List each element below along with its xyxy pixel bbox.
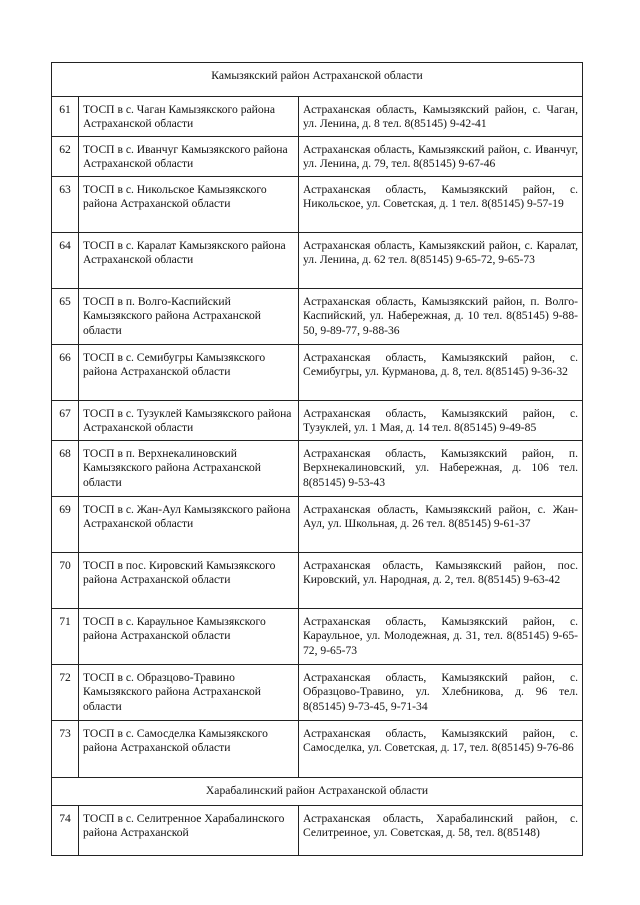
row-number: 74 (52, 806, 79, 856)
table-row (52, 806, 583, 856)
office-address: Астраханская область, Камызякский район, с. Никольское, ул. Советская, д. 1 тел. 8(85145) 9-57-19 (299, 177, 583, 233)
office-name: ТОСП в с. Семибугры Камызякского района Астраханской области (79, 345, 299, 401)
table-row (52, 177, 583, 233)
table-row (52, 233, 583, 289)
office-address: Астраханская область, Камызякский район, с. Жан-Аул, ул. Школьная, д. 26 тел. 8(85145) 9-61-37 (299, 497, 583, 553)
row-number: 66 (52, 345, 79, 401)
row-number: 69 (52, 497, 79, 553)
office-name: ТОСП в с. Тузуклей Камызякского района Астраханской области (79, 401, 299, 441)
office-address: Астраханская область, Камызякский район, с. Самосделка, ул. Советская, д. 17, тел. 8(85145) 9-76-86 (299, 721, 583, 778)
office-address: Астраханская область, Камызякский район, с. Караульное, ул. Молодежная, д. 31, тел. 8(85145) 9-65-72, 9-65-73 (299, 609, 583, 665)
table-row (52, 721, 583, 778)
offices-table-body (52, 63, 583, 856)
row-number: 64 (52, 233, 79, 289)
office-address: Астраханская область, Харабалинский район, с. Селитреиное, ул. Советская, д. 58, тел. 8(85148) (299, 806, 583, 856)
office-address: Астраханская область, Камызякский район, п. Верхнекалиновский, ул. Набережная, д. 106 тел. 8(85145) 9-53-43 (299, 441, 583, 497)
office-name: ТОСП в с. Селитренное Харабалинского района Астраханской (79, 806, 299, 856)
table-row (52, 609, 583, 665)
table-row (52, 553, 583, 609)
row-number: 63 (52, 177, 79, 233)
table-row (52, 665, 583, 721)
office-address: Астраханская область, Камызякский район, с. Каралат, ул. Ленина, д. 62 тел. 8(85145) 9-65-72, 9-65-73 (299, 233, 583, 289)
office-address: Астраханская область, Камызякский район, пос. Кировский, ул. Народная, д. 2, тел. 8(85145) 9-63-42 (299, 553, 583, 609)
offices-table (51, 62, 583, 856)
office-address: Астраханская область, Камызякский район, п. Волго-Каспийский, ул. Набережная, д. 10 тел. 8(85145) 9-88-50, 9-89-77, 9-88-36 (299, 289, 583, 345)
row-number: 73 (52, 721, 79, 778)
table-row (52, 441, 583, 497)
row-number: 62 (52, 137, 79, 177)
office-name: ТОСП в с. Самосделка Камызякского района Астраханской области (79, 721, 299, 778)
row-number: 72 (52, 665, 79, 721)
office-name: ТОСП в с. Чаган Камызякского района Астраханской области (79, 97, 299, 137)
row-number: 70 (52, 553, 79, 609)
row-number: 71 (52, 609, 79, 665)
office-name: ТОСП в пос. Кировский Камызякского района Астраханской области (79, 553, 299, 609)
table-row (52, 497, 583, 553)
table-row (52, 97, 583, 137)
office-address: Астраханская область, Камызякский район, с. Тузуклей, ул. 1 Мая, д. 14 тел. 8(85145) 9-49-85 (299, 401, 583, 441)
office-address: Астраханская область, Камызякский район, с. Семибугры, ул. Курманова, д. 8, тел. 8(85145) 9-36-32 (299, 345, 583, 401)
table-row (52, 401, 583, 441)
office-name: ТОСП в с. Образцово-Травино Камызякского района Астраханской области (79, 665, 299, 721)
office-address: Астраханская область, Камызякский район, с. Чаган, ул. Ленина, д. 8 тел. 8(85145) 9-42-41 (299, 97, 583, 137)
row-number: 65 (52, 289, 79, 345)
office-name: ТОСП в с. Караульное Камызякского района Астраханской области (79, 609, 299, 665)
office-address: Астраханская область, Камызякский район, с. Иванчуг, ул. Ленина, д. 79, тел. 8(85145) 9-67-46 (299, 137, 583, 177)
office-name: ТОСП в с. Жан-Аул Камызякского района Астраханской области (79, 497, 299, 553)
office-name: ТОСП в с. Каралат Камызякского района Астраханской области (79, 233, 299, 289)
row-number: 67 (52, 401, 79, 441)
section-title: Харабалинский район Астраханской области (52, 778, 583, 806)
office-name: ТОСП в с. Никольское Камызякского района Астраханской области (79, 177, 299, 233)
section-title: Камызякский район Астраханской области (52, 63, 583, 97)
section-header-row (52, 63, 583, 97)
table-row (52, 137, 583, 177)
row-number: 68 (52, 441, 79, 497)
office-name: ТОСП в п. Волго-Каспийский Камызякского района Астраханской области (79, 289, 299, 345)
table-row (52, 345, 583, 401)
row-number: 61 (52, 97, 79, 137)
table-row (52, 289, 583, 345)
office-name: ТОСП в с. Иванчуг Камызякского района Астраханской области (79, 137, 299, 177)
section-header-row (52, 778, 583, 806)
office-name: ТОСП в п. Верхнекалиновский Камызякского района Астраханской области (79, 441, 299, 497)
office-address: Астраханская область, Камызякский район, с. Образцово-Травино, ул. Хлебникова, д. 96 тел. 8(85145) 9-73-45, 9-71-34 (299, 665, 583, 721)
